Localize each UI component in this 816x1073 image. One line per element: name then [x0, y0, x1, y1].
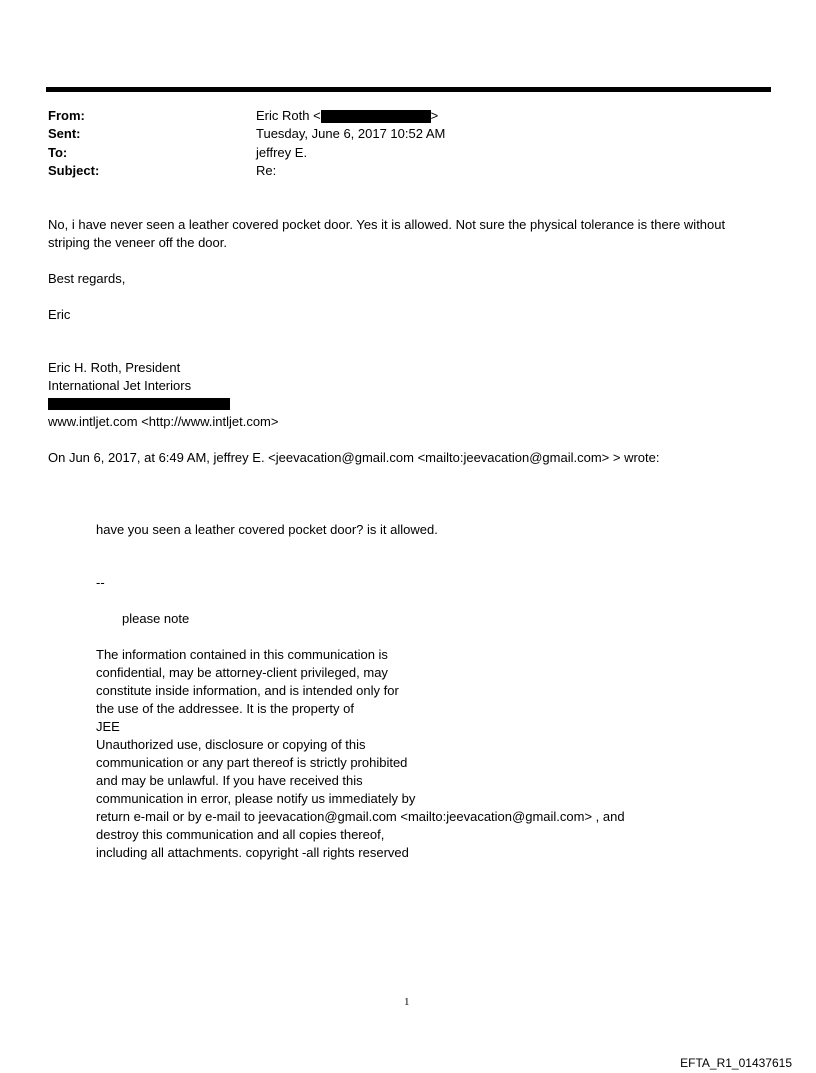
quoted-message: have you seen a leather covered pocket door? is it allowed. [96, 522, 438, 537]
document-id: EFTA_R1_01437615 [680, 1056, 792, 1070]
to-value: jeffrey E. [256, 145, 308, 160]
page-number: 1 [404, 996, 410, 1008]
header-rule [46, 87, 771, 92]
signature-website[interactable]: www.intljet.com <http://www.intljet.com> [48, 414, 279, 429]
disclaimer-line: and may be unlawful. If you have received this [96, 773, 363, 788]
quote-intro: On Jun 6, 2017, at 6:49 AM, jeffrey E. <jeevacation@gmail.com <mailto:jeevacation@gmail.com> > wrote: [48, 450, 660, 465]
redaction-bar [321, 110, 431, 123]
disclaimer-line: communication or any part thereof is strictly prohibited [96, 755, 408, 770]
signature-title: Eric H. Roth, President [48, 360, 181, 375]
signature-separator: -- [96, 575, 105, 590]
regards: Best regards, [48, 271, 126, 286]
disclaimer-line: communication in error, please notify us immediately by [96, 791, 416, 806]
sent-value: Tuesday, June 6, 2017 10:52 AM [256, 126, 446, 141]
disclaimer-line: The information contained in this communication is [96, 647, 388, 662]
disclaimer-line: constitute inside information, and is intended only for [96, 683, 399, 698]
from-label: From: [48, 108, 85, 123]
subject-value: Re: [256, 163, 277, 178]
from-name: Eric Roth < [256, 108, 321, 123]
sender-name: Eric [48, 307, 71, 322]
body-line-1: No, i have never seen a leather covered pocket door. Yes it is allowed. Not sure the physical tolerance is there without [48, 217, 726, 232]
disclaimer-line: JEE [96, 719, 120, 734]
from-end: > [430, 108, 439, 123]
subject-label: Subject: [48, 163, 100, 178]
disclaimer-line: including all attachments. copyright -all rights reserved [96, 845, 409, 860]
disclaimer-line: Unauthorized use, disclosure or copying of this [96, 737, 366, 752]
disclaimer-line: confidential, may be attorney-client privileged, may [96, 665, 388, 680]
redaction-bar-phone [48, 398, 230, 410]
from-value [256, 108, 438, 123]
please-note: please note [122, 611, 190, 626]
disclaimer-line: return e-mail or by e-mail to jeevacation@gmail.com <mailto:jeevacation@gmail.com> , and [96, 809, 625, 824]
to-label: To: [48, 145, 68, 160]
disclaimer-line: the use of the addressee. It is the property of [96, 701, 354, 716]
body-line-2: striping the veneer off the door. [48, 235, 227, 250]
disclaimer-line: destroy this communication and all copies thereof, [96, 827, 385, 842]
signature-company: International Jet Interiors [48, 378, 192, 393]
sent-label: Sent: [48, 126, 81, 141]
